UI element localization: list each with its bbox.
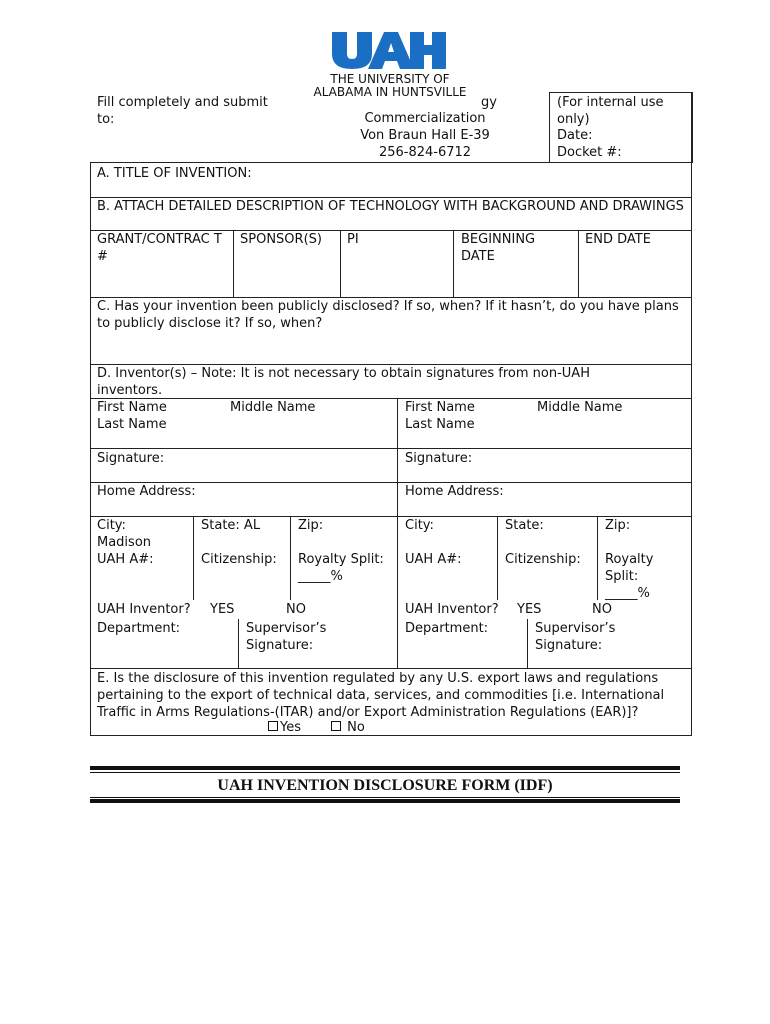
- export-yes-option[interactable]: [268, 719, 301, 736]
- uah-inventor-no[interactable]: NO: [592, 602, 612, 617]
- last-name-label: Last Name: [405, 417, 475, 432]
- middle-name-label: Middle Name: [537, 400, 623, 415]
- yes-checkbox[interactable]: [268, 721, 278, 731]
- title-rule-bottom-thin: [90, 797, 680, 798]
- docket-label: Docket #:: [557, 145, 622, 160]
- citizenship-label: Citizenship:: [201, 552, 277, 567]
- office-name: Commercialization: [364, 111, 486, 126]
- royalty-split-label: Royalty Split: _____%: [605, 552, 654, 601]
- logo-line-2: ALABAMA IN HUNTSVILLE: [313, 85, 467, 99]
- first-name-label: First Name: [405, 400, 475, 415]
- zip-label: Zip:: [298, 518, 324, 533]
- middle-name-label: Middle Name: [230, 400, 316, 415]
- sponsor-column: SPONSOR(S): [240, 232, 322, 247]
- pi-column: PI: [347, 232, 359, 247]
- supervisor-signature-label: Supervisor’s Signature:: [535, 621, 616, 653]
- office-address: Von Braun Hall E-39: [360, 128, 490, 143]
- home-address-label: Home Address:: [405, 484, 504, 499]
- end-date-column: END DATE: [585, 232, 651, 247]
- department-label: Department:: [97, 621, 181, 636]
- department-label: Department:: [405, 621, 489, 636]
- logo-line-1: THE UNIVERSITY OF: [330, 72, 450, 86]
- city-label: City:: [405, 518, 434, 533]
- date-label: Date:: [557, 128, 593, 143]
- title-of-invention-label: A. TITLE OF INVENTION:: [97, 166, 252, 181]
- signature-label: Signature:: [405, 451, 473, 466]
- state-label: State:: [505, 518, 544, 533]
- uah-inventor-yes[interactable]: YES: [517, 602, 542, 617]
- section-b-heading: B. ATTACH DETAILED DESCRIPTION OF TECHNOLOGY WITH BACKGROUND AND DRAWINGS: [97, 199, 684, 214]
- city-label: City: Madison: [97, 518, 152, 550]
- uah-inventor-yes[interactable]: YES: [210, 602, 235, 617]
- citizenship-label: Citizenship:: [505, 552, 581, 567]
- no-label: No: [347, 720, 365, 735]
- inventors-note: D. Inventor(s) – Note: It is not necessary to obtain signatures from non-UAH inventors.: [97, 366, 590, 398]
- title-rule-top: [90, 766, 680, 770]
- title-rule-top-thin: [90, 772, 680, 773]
- title-rule-bottom: [90, 799, 680, 803]
- fill-instruction: Fill completely and submit to:: [97, 95, 268, 127]
- royalty-split-label: Royalty Split: _____%: [298, 552, 384, 584]
- uah-inventor-no[interactable]: NO: [286, 602, 306, 617]
- export-no-option[interactable]: [331, 719, 365, 736]
- public-disclosure-question: C. Has your invention been publicly disclosed? If so, when? If it hasn’t, do you have plans to publicly disclose it? If so, when?: [97, 299, 679, 331]
- office-name-partial: gy: [481, 95, 497, 110]
- no-checkbox[interactable]: [331, 721, 341, 731]
- beginning-date-column: BEGINNING DATE: [461, 232, 536, 264]
- zip-label: Zip:: [605, 518, 631, 533]
- uah-number-label: UAH A#:: [405, 552, 462, 567]
- yes-label: Yes: [280, 720, 301, 735]
- uah-inventor-label: UAH Inventor?: [405, 602, 499, 617]
- form-title: UAH INVENTION DISCLOSURE FORM (IDF): [217, 777, 553, 794]
- internal-use-label: (For internal use only): [557, 95, 664, 127]
- last-name-label: Last Name: [97, 417, 167, 432]
- first-name-label: First Name: [97, 400, 167, 415]
- signature-label: Signature:: [97, 451, 165, 466]
- uah-logo-icon: [330, 30, 450, 70]
- office-phone: 256-824-6712: [378, 145, 472, 160]
- grant-contract-column: GRANT/CONTRAC T #: [97, 232, 222, 264]
- supervisor-signature-label: Supervisor’s Signature:: [246, 621, 327, 653]
- home-address-label: Home Address:: [97, 484, 196, 499]
- state-label: State: AL: [201, 518, 261, 533]
- export-regulation-question: E. Is the disclosure of this invention regulated by any U.S. export laws and regulations pertaining to the export of technical data, services, and commodities [i.e. International Traffic in Arms Regulations-(ITAR) and/or Export Administration Regulations (EAR)]?: [97, 671, 665, 720]
- uah-inventor-label: UAH Inventor?: [97, 602, 191, 617]
- uah-number-label: UAH A#:: [97, 552, 154, 567]
